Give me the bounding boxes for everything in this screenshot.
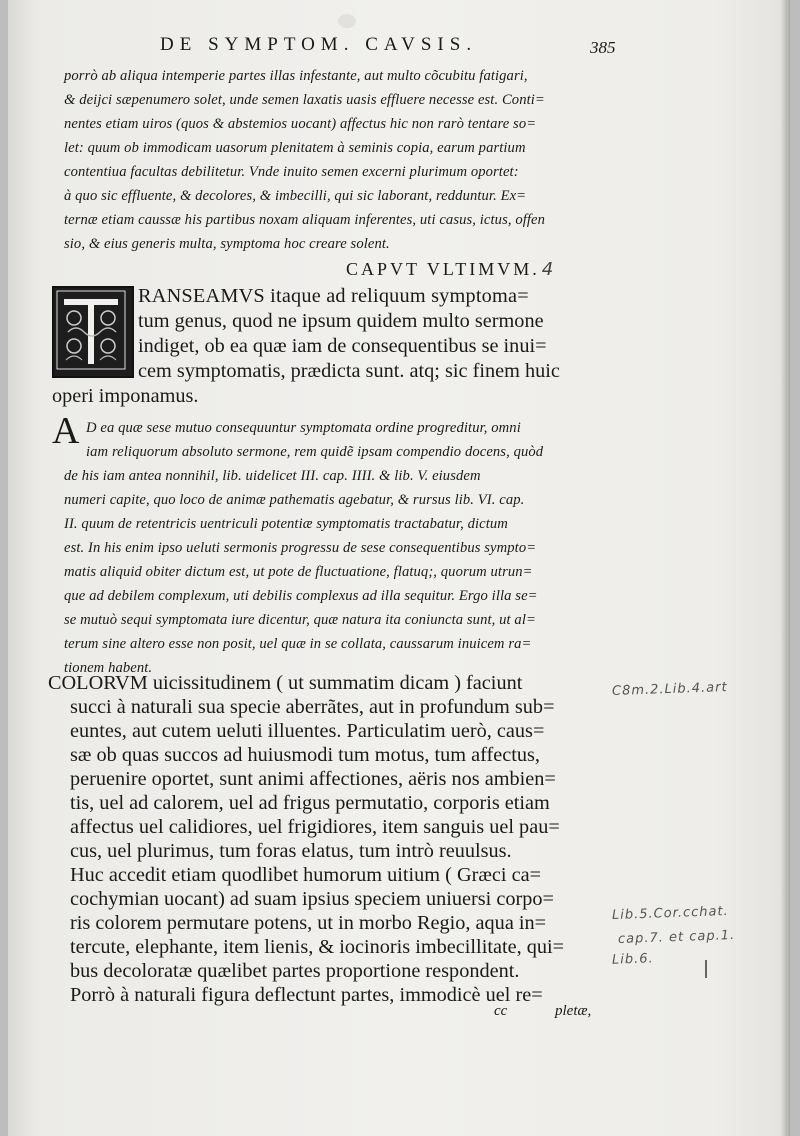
chapter-heading-mark: 4 bbox=[541, 259, 557, 280]
text-line: que ad debilem complexum, uti debilis complexus ad illa sequitur. Ergo illa se= bbox=[64, 588, 538, 604]
paragraph-initial: A bbox=[52, 410, 80, 452]
text-line: est. In his enim ipso ueluti sermonis progressu de sese consequentibus sympto= bbox=[64, 540, 537, 556]
text-line: matis aliquid obiter dictum est, ut pote de fluctuatione, flatuq;, quorum utrun= bbox=[64, 564, 533, 580]
running-title: DE SYMPTOM. CAVSIS. bbox=[160, 34, 478, 55]
text-line: cus, uel plurimus, tum foras elatus, tum intrò reuulsus. bbox=[70, 840, 512, 862]
text-line: COLORVM uicissitudinem ( ut summatim dicam ) faciunt bbox=[48, 672, 523, 694]
signature-mark: cc bbox=[494, 1003, 508, 1019]
text-line: iam reliquorum absoluto sermone, rem quidẽ ipsam compendio docens, quòd bbox=[86, 444, 544, 460]
text-line: Huc accedit etiam quodlibet humorum uitium ( Græci ca= bbox=[70, 864, 542, 886]
floral-ornament-icon bbox=[54, 288, 128, 372]
page-edge-shadow bbox=[780, 0, 790, 1136]
text-line: cem symptomatis, prædicta sunt. atq; sic finem huic bbox=[138, 360, 560, 382]
text-line: succi à naturali sua specie aberrãtes, aut in profundum sub= bbox=[70, 696, 555, 718]
text-line: contentiua facultas debilitetur. Vnde inuito semen excerni plurimum oportet: bbox=[64, 164, 519, 180]
pen-mark bbox=[705, 960, 707, 978]
text-line: euntes, aut cutem ueluti illuentes. Particulatim uerò, caus= bbox=[70, 720, 545, 742]
text-line: ris colorem permutare potens, ut in morbo Regio, aqua in= bbox=[70, 912, 547, 934]
text-line: peruenire oportet, sunt animi affectiones, aëris nos ambien= bbox=[70, 768, 556, 790]
margin-note: C8m.2.Lib.4.art bbox=[611, 679, 728, 700]
text-line: tum genus, quod ne ipsum quidem multo sermone bbox=[138, 310, 544, 332]
margin-note: Lib.5.Cor.cchat. bbox=[611, 903, 729, 924]
text-line: sæ ob quas succos ad huiusmodi tum motus, tum affectus, bbox=[70, 744, 541, 766]
text-line: Porrò à naturali figura deflectunt partes, immodicè uel re= bbox=[70, 984, 543, 1006]
text-line: tis, uel ad calorem, uel ad frigus permutatio, corporis etiam bbox=[70, 792, 550, 814]
page-number: 385 bbox=[590, 38, 616, 57]
text-line: & deijci sæpenumero solet, unde semen laxatis uasis effluere necesse est. Conti= bbox=[64, 92, 545, 108]
text-line: bus decoloratæ quælibet partes proportione respondent. bbox=[70, 960, 520, 982]
decorated-initial-t bbox=[52, 286, 134, 378]
text-line: à quo sic effluente, & decolores, & imbecilli, qui sic laborant, redduntur. Ex= bbox=[64, 188, 527, 204]
text-line: D ea quæ sese mutuo consequuntur symptomata ordine progreditur, omni bbox=[86, 420, 521, 436]
chapter-heading bbox=[346, 259, 556, 280]
text-line: affectus uel calidiores, uel frigidiores, item sanguis uel pau= bbox=[70, 816, 560, 838]
text-line: nentes etiam uiros (quos & abstemios uocant) affectus hic non rarò tentare so= bbox=[64, 116, 537, 132]
text-line: indiget, ob ea quæ iam de consequentibus se inui= bbox=[138, 335, 547, 357]
text-line: II. quum de retentricis uentriculi potentiæ symptomatis tractabatur, dictum bbox=[64, 516, 508, 532]
text-line: tercute, elephante, item lienis, & iocinoris imbecillitate, qui= bbox=[70, 936, 565, 958]
text-line: sio, & eius generis multa, symptoma hoc creare solent. bbox=[64, 236, 390, 252]
text-line: cochymian uocant) ad suam ipsius speciem uniuersi corpo= bbox=[70, 888, 554, 910]
text-line: let: quum ob immodicam uasorum plenitatem à seminis copia, earum partium bbox=[64, 140, 526, 156]
text-line: se mutuò sequi symptomata iure dicentur, quæ natura ita coniuncta sunt, ut al= bbox=[64, 612, 536, 628]
margin-note: cap.7. et cap.1. bbox=[617, 927, 736, 948]
catchword: pletæ, bbox=[555, 1003, 592, 1019]
text-line: porrò ab aliqua intemperie partes illas infestante, aut multo cõcubitu fatigari, bbox=[64, 68, 528, 84]
text-line: de his iam antea nonnihil, lib. uidelicet III. cap. IIII. & lib. V. eiusdem bbox=[64, 468, 481, 484]
margin-note: Lib.6. bbox=[611, 951, 654, 968]
text-line: ternæ etiam caussæ his partibus noxam aliquam inferentes, uti casus, ictus, offen bbox=[64, 212, 546, 228]
chapter-heading-text: CAPVT VLTIMVM. bbox=[346, 259, 540, 279]
text-line: terum sine altero esse non posit, uel quæ in se collata, caussarum inuicem ra= bbox=[64, 636, 532, 652]
text-line: operi imponamus. bbox=[52, 385, 199, 407]
text-line: RANSEAMVS itaque ad reliquum symptoma= bbox=[138, 285, 529, 307]
ink-blot bbox=[338, 14, 356, 28]
text-line: numeri capite, quo loco de animæ pathematis agebatur, & rursus lib. VI. cap. bbox=[64, 492, 525, 508]
book-page bbox=[8, 0, 790, 1136]
text-line: tionem habent. bbox=[64, 660, 153, 676]
